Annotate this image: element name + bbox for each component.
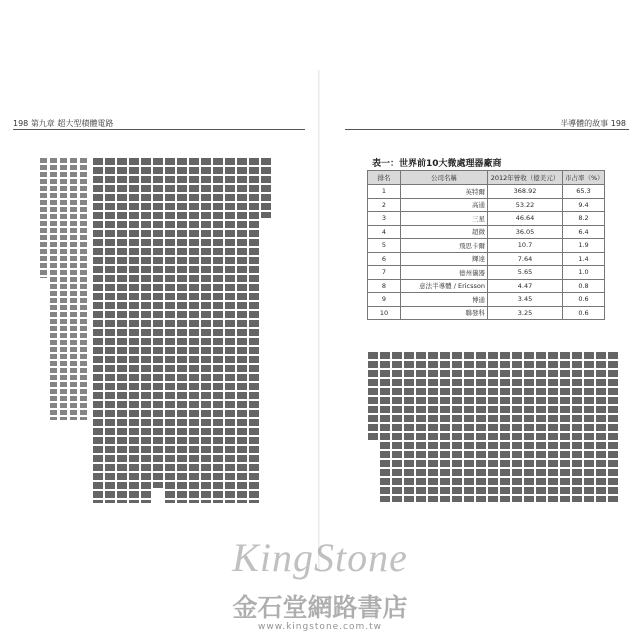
text-column xyxy=(464,352,474,502)
cell-company: 三星 xyxy=(401,212,488,226)
cell-revenue: 5.65 xyxy=(488,266,563,280)
footnote-line xyxy=(70,158,77,420)
table-row xyxy=(368,279,605,293)
text-column xyxy=(404,352,414,502)
watermark-url: www.kingstone.com.tw xyxy=(257,622,383,632)
cell-company: 高通 xyxy=(401,198,488,212)
right-body-text xyxy=(362,352,618,502)
table-row xyxy=(368,252,605,266)
cell-rank: 4 xyxy=(368,225,401,239)
cell-rank: 5 xyxy=(368,239,401,253)
column-header: 2012年營收（億美元） xyxy=(488,171,563,185)
footnote-line xyxy=(50,158,57,420)
cell-share: 1.9 xyxy=(563,239,605,253)
text-column xyxy=(213,158,223,503)
text-column xyxy=(177,158,187,503)
text-column xyxy=(237,158,247,503)
cell-share: 0.8 xyxy=(563,279,605,293)
page-gutter xyxy=(318,70,320,570)
text-column xyxy=(93,158,103,503)
cell-revenue: 10.7 xyxy=(488,239,563,253)
text-column xyxy=(428,352,438,502)
text-column xyxy=(201,158,211,503)
table-row xyxy=(368,266,605,280)
left-footnotes xyxy=(40,158,87,420)
cell-company: 意法半導體 / Ericsson xyxy=(401,279,488,293)
cell-company: 超微 xyxy=(401,225,488,239)
text-column xyxy=(392,352,402,502)
column-header: 市占率（%） xyxy=(563,171,605,185)
text-column xyxy=(524,352,534,502)
text-column xyxy=(572,352,582,502)
table-row xyxy=(368,185,605,199)
table-row xyxy=(368,198,605,212)
cell-company: 英特爾 xyxy=(401,185,488,199)
text-column xyxy=(249,158,259,503)
text-column xyxy=(476,352,486,502)
cell-rank: 6 xyxy=(368,252,401,266)
cell-rank: 10 xyxy=(368,306,401,320)
left-page-header: 198 第九章 超大型積體電路 xyxy=(13,119,114,128)
text-column xyxy=(153,158,163,488)
cell-revenue: 53.22 xyxy=(488,198,563,212)
cell-revenue: 3.25 xyxy=(488,306,563,320)
cell-revenue: 3.45 xyxy=(488,293,563,307)
footnote-line xyxy=(60,158,67,420)
text-column xyxy=(512,352,522,502)
watermark-brand: KingStone xyxy=(232,535,408,580)
cell-revenue: 368.92 xyxy=(488,185,563,199)
right-page-header: 半導體的故事 198 xyxy=(560,119,626,128)
cell-share: 65.3 xyxy=(563,185,605,199)
text-column xyxy=(141,158,151,503)
left-header-rule xyxy=(13,129,305,130)
text-column xyxy=(105,158,115,503)
cell-rank: 8 xyxy=(368,279,401,293)
cell-share: 0.6 xyxy=(563,306,605,320)
text-column xyxy=(548,352,558,502)
cell-company: 博通 xyxy=(401,293,488,307)
table-header-row xyxy=(368,171,605,185)
cell-rank: 3 xyxy=(368,212,401,226)
cell-revenue: 46.64 xyxy=(488,212,563,226)
cell-rank: 1 xyxy=(368,185,401,199)
cell-rank: 7 xyxy=(368,266,401,280)
cell-company: 飛思卡爾 xyxy=(401,239,488,253)
right-header-rule xyxy=(345,129,629,130)
text-column xyxy=(596,352,606,502)
table-row xyxy=(368,293,605,307)
table-title: 表一：世界前10大微處理器廠商 xyxy=(372,159,502,169)
cell-share: 9.4 xyxy=(563,198,605,212)
text-column xyxy=(225,158,235,503)
text-column xyxy=(608,352,618,502)
text-column xyxy=(536,352,546,502)
text-column xyxy=(416,352,426,502)
text-column xyxy=(368,352,378,442)
cell-share: 0.6 xyxy=(563,293,605,307)
cell-company: 輝達 xyxy=(401,252,488,266)
table-row xyxy=(368,212,605,226)
cell-revenue: 4.47 xyxy=(488,279,563,293)
footnote-line xyxy=(80,158,87,420)
text-column xyxy=(488,352,498,502)
cell-company: 聯發科 xyxy=(401,306,488,320)
cell-revenue: 7.64 xyxy=(488,252,563,266)
table-row xyxy=(368,239,605,253)
table-row xyxy=(368,306,605,320)
footnote-line xyxy=(40,158,47,278)
cell-company: 德州儀器 xyxy=(401,266,488,280)
text-column xyxy=(584,352,594,502)
text-column xyxy=(452,352,462,502)
cell-revenue: 36.05 xyxy=(488,225,563,239)
text-column xyxy=(129,158,139,503)
text-column xyxy=(189,158,199,503)
text-column xyxy=(440,352,450,502)
text-column xyxy=(500,352,510,502)
cell-rank: 9 xyxy=(368,293,401,307)
cell-share: 1.0 xyxy=(563,266,605,280)
table-row xyxy=(368,225,605,239)
text-column xyxy=(560,352,570,502)
column-header: 排名 xyxy=(368,171,401,185)
column-header: 公司名稱 xyxy=(401,171,488,185)
cell-share: 8.2 xyxy=(563,212,605,226)
text-column xyxy=(165,158,175,503)
text-column xyxy=(380,352,390,502)
microprocessor-vendor-table xyxy=(367,170,605,320)
cell-share: 1.4 xyxy=(563,252,605,266)
cell-rank: 2 xyxy=(368,198,401,212)
text-column xyxy=(117,158,127,503)
left-body-text xyxy=(88,158,271,503)
text-column xyxy=(261,158,271,218)
cell-share: 6.4 xyxy=(563,225,605,239)
watermark-chinese: 金石堂網路書店 xyxy=(232,593,408,622)
